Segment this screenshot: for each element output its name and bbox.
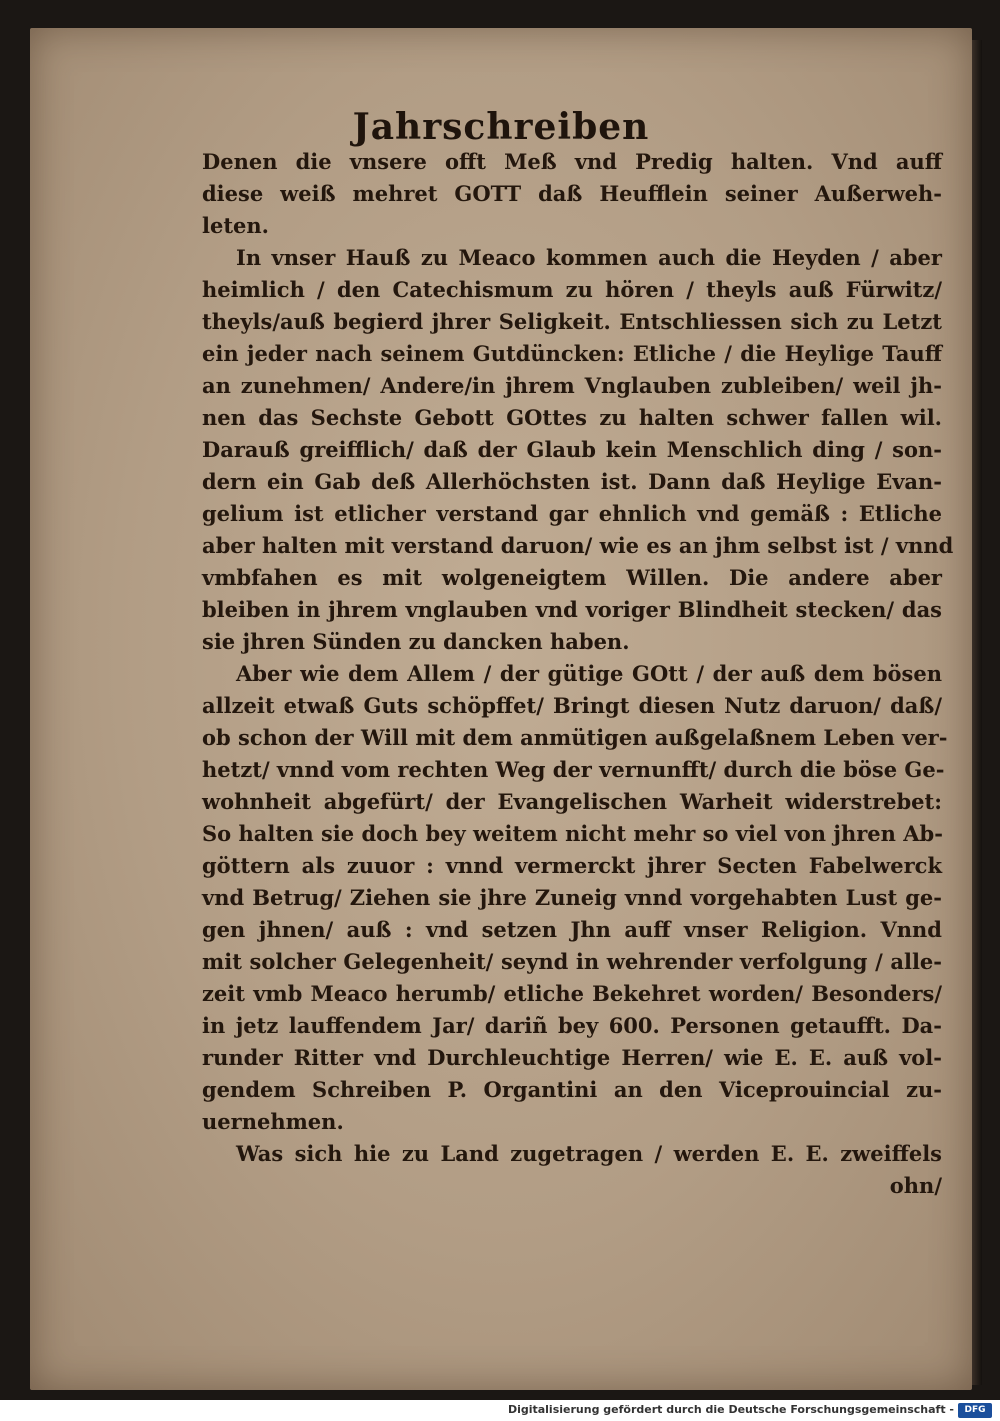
text-line: vnd Betrug/ Ziehen sie jhre Zuneig vnnd vorgehabten Lust ge- xyxy=(202,885,942,910)
text-line: aber halten mit verstand daruon/ wie es an jhm selbst ist / vnnd xyxy=(202,533,954,558)
text-line: hetzt/ vnnd vom rechten Weg der vernunfft/ durch die böse Ge- xyxy=(202,757,945,782)
text-line: wohnheit abgefürt/ der Evangelischen Warheit widerstrebet: xyxy=(202,789,942,814)
text-line: ohn/ xyxy=(889,1173,942,1198)
text-line: gendem Schreiben P. Organtini an den Viceprouincial zu- xyxy=(202,1077,942,1102)
text-line: runder Ritter vnd Durchleuchtige Herren/ wie E. E. auß vol- xyxy=(202,1045,942,1070)
text-line: allzeit etwaß Guts schöpffet/ Bringt diesen Nutz daruon/ daß/ xyxy=(202,693,942,718)
text-line: theyls/auß begierd jhrer Seligkeit. Entschliessen sich zu Letzt xyxy=(202,309,942,334)
text-line: leten. xyxy=(202,213,269,238)
text-line: gen jhnen/ auß : vnd setzen Jhn auff vnser Religion. Vnnd xyxy=(202,917,942,942)
text-line: gelium ist etlicher verstand gar ehnlich vnd gemäß : Etliche xyxy=(202,501,942,526)
text-line: ein jeder nach seinem Gutdüncken: Etliche / die Heylige Tauff xyxy=(202,341,942,366)
footer-credit: Digitalisierung gefördert durch die Deutsche Forschungsgemeinschaft - xyxy=(507,1403,954,1416)
text-line: Denen die vnsere offt Meß vnd Predig halten. Vnd auff xyxy=(202,149,942,174)
text-line: bleiben in jhrem vnglauben vnd voriger Blindheit stecken/ das xyxy=(202,597,942,622)
text-line: vmbfahen es mit wolgeneigtem Willen. Die andere aber xyxy=(202,565,942,590)
text-line: dern ein Gab deß Allerhöchsten ist. Dann daß Heylige Evan- xyxy=(202,469,942,494)
text-line: Darauß greifflich/ daß der Glaub kein Menschlich ding / son- xyxy=(202,437,942,462)
text-line: So halten sie doch bey weitem nicht mehr so viel von jhren Ab- xyxy=(202,821,943,846)
text-line: ob schon der Will mit dem anmütigen außgelaßnem Leben ver- xyxy=(202,725,948,750)
text-line: nen das Sechste Gebott GOttes zu halten schwer fallen wil. xyxy=(202,405,942,430)
footer-bar xyxy=(0,1400,1000,1421)
text-line: Aber wie dem Allem / der gütige GOtt / der auß dem bösen xyxy=(236,661,942,686)
dfg-logo-icon: DFG xyxy=(958,1403,992,1418)
text-line: mit solcher Gelegenheit/ seynd in wehrender verfolgung / alle- xyxy=(202,949,942,974)
text-line: zeit vmb Meaco herumb/ etliche Bekehret worden/ Besonders/ xyxy=(202,981,942,1006)
text-line: In vnser Hauß zu Meaco kommen auch die Heyden / aber xyxy=(236,245,942,270)
book-page xyxy=(30,28,972,1390)
page-edge xyxy=(972,40,982,1385)
running-head: Jahrschreiben xyxy=(352,106,650,148)
text-line: göttern als zuuor : vnnd vermerckt jhrer Secten Fabelwerck xyxy=(202,853,942,878)
text-line: Was sich hie zu Land zugetragen / werden E. E. zweiffels xyxy=(236,1141,942,1166)
body-text xyxy=(202,146,954,1202)
text-line: in jetz lauffendem Jar/ dariñ bey 600. Personen getaufft. Da- xyxy=(202,1013,942,1038)
text-line: an zunehmen/ Andere/in jhrem Vnglauben zubleiben/ weil jh- xyxy=(202,373,942,398)
text-line: heimlich / den Catechismum zu hören / theyls auß Fürwitz/ xyxy=(202,277,942,302)
text-line: sie jhren Sünden zu dancken haben. xyxy=(202,629,630,654)
text-line: diese weiß mehret GOTT daß Heufflein seiner Außerweh- xyxy=(202,181,942,206)
text-line: uernehmen. xyxy=(202,1109,344,1134)
